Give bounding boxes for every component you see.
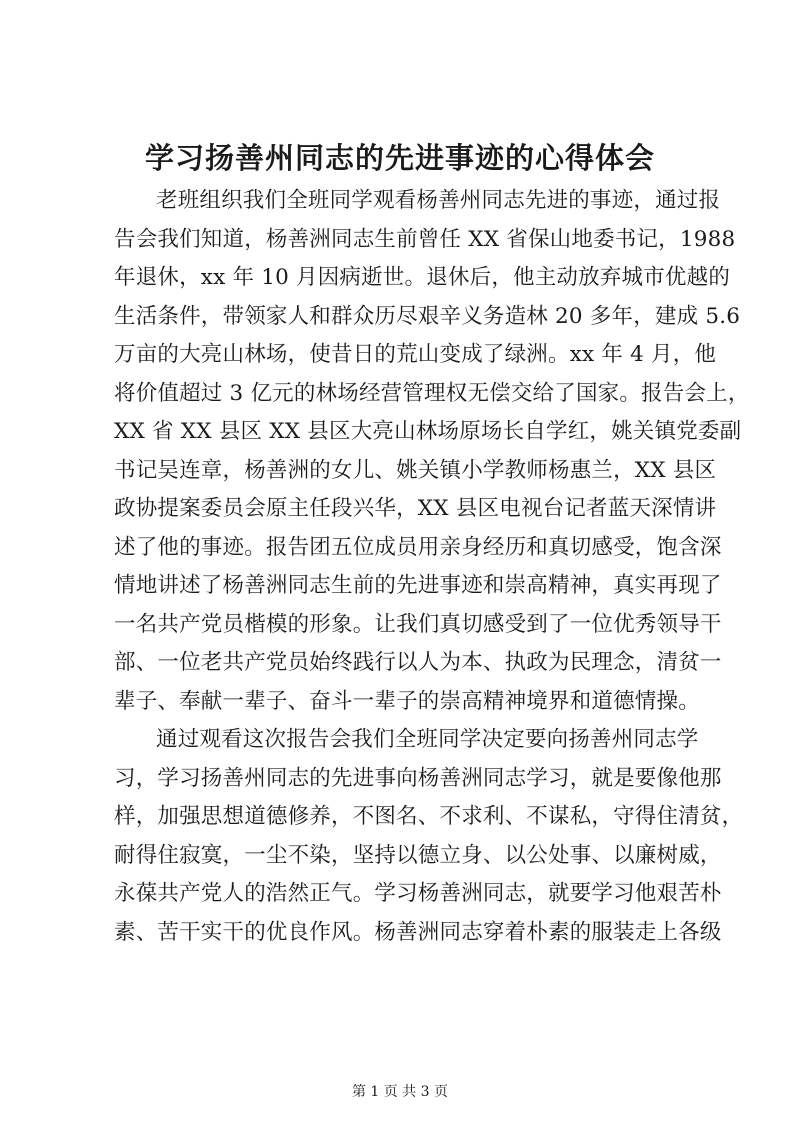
paragraph-1-line-12: 一名共产党员楷模的形象。让我们真切感受到了一位优秀领导干 — [114, 611, 722, 637]
paragraph-1-line-11: 情地讲述了杨善洲同志生前的先进事迹和崇高精神，真实再现了 — [114, 573, 722, 598]
paragraph-1-line-3: 年退休，xx 年 10 月因病逝世。退休后，他主动放弃城市优越的 — [114, 265, 731, 290]
paragraph-1-line-14: 辈子、奉献一辈子、奋斗一辈子的崇高精神境界和道德情操。 — [114, 688, 700, 714]
paragraph-1-line-1: 老班组织我们全班同学观看杨善州同志先进的事迹，通过报 — [156, 188, 721, 213]
paragraph-2-line-1: 通过观看这次报告会我们全班同学决定要向扬善州同志学 — [156, 727, 699, 752]
paragraph-2-line-5: 永葆共产党人的浩然正气。学习杨善洲同志，就要学习他艰苦朴 — [114, 881, 722, 906]
paragraph-2-line-6: 素、苦干实干的优良作风。杨善洲同志穿着朴素的服装走上各级 — [114, 919, 722, 945]
document-body — [114, 182, 750, 952]
paragraph-2-line-3: 样，加强思想道德修养，不图名、不求利、不谋私，守得住清贫， — [114, 804, 744, 829]
paragraph-1-line-10: 述了他的事迹。报告团五位成员用亲身经历和真切感受，饱含深 — [114, 534, 722, 560]
paragraph-2-line-4: 耐得住寂寞，一尘不染，坚持以德立身、以公处事、以廉树威， — [114, 842, 722, 868]
page-footer: 第 1 页 共 3 页 — [351, 1084, 449, 1100]
paragraph-1-line-6: 将价值超过 3 亿元的林场经营管理权无偿交给了国家。报告会上， — [114, 380, 750, 406]
paragraph-1-line-5: 万亩的大亮山林场，使昔日的荒山变成了绿洲。xx 年 4 月，他 — [114, 342, 717, 367]
paragraph-1-line-7: XX 省 XX 县区 XX 县区大亮山林场原场长自学红，姚关镇党委副 — [114, 419, 742, 444]
paragraph-1-line-4: 生活条件，带领家人和群众历尽艰辛义务造林 20 多年，建成 5.6 — [114, 303, 741, 329]
paragraph-1-line-13: 部、一位老共产党员始终践行以人为本、执政为民理念，清贫一 — [114, 650, 722, 675]
paragraph-2-line-2: 习，学习扬善州同志的先进事向杨善洲同志学习，就是要像他那 — [114, 765, 722, 791]
document-title: 学习扬善州同志的先进事迹的心得体会 — [144, 141, 655, 175]
paragraph-1-line-8: 书记吴连章，杨善洲的女儿、姚关镇小学教师杨惠兰，XX 县区 — [114, 457, 717, 483]
paragraph-1-line-2: 告会我们知道，杨善洲同志生前曾任 XX 省保山地委书记，1988 — [114, 226, 736, 252]
paragraph-1-line-9: 政协提案委员会原主任段兴华，XX 县区电视台记者蓝天深情讲 — [114, 496, 717, 521]
